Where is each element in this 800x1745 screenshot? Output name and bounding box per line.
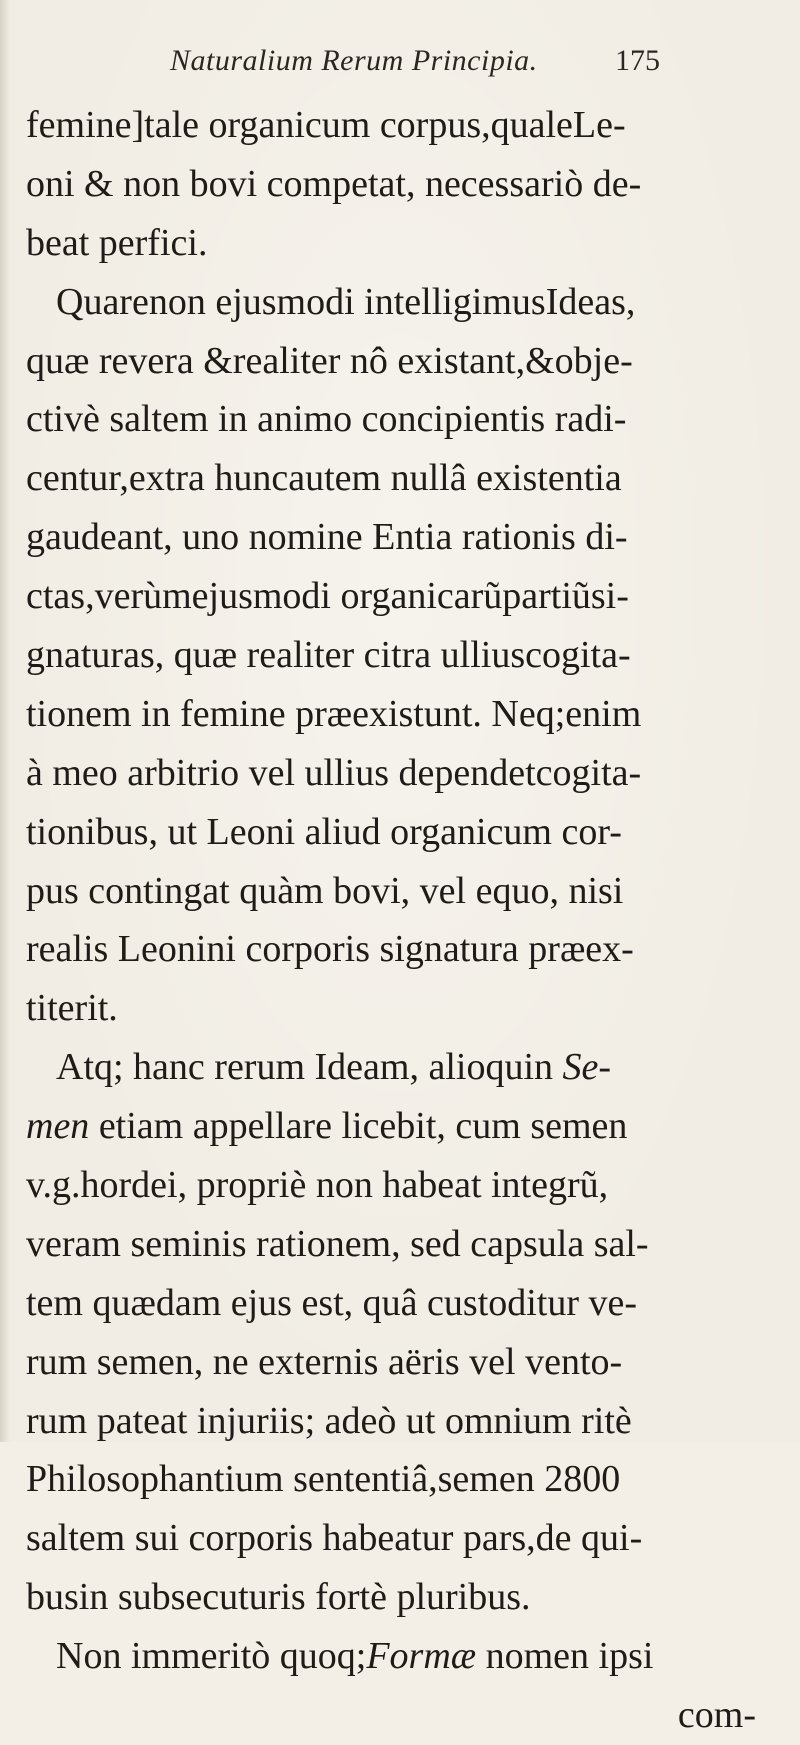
text-line: titerit. [26, 987, 118, 1030]
text-line: Quarenon ejusmodi intelligimusIdeas, [56, 280, 636, 323]
text-line: femine]tale organicum corpus,qualeLe- [26, 104, 626, 146]
text-line: v.g.hordei, propriè non habeat integrũ, [26, 1164, 609, 1207]
catchword: com- [677, 1694, 756, 1737]
text-run: etiam appellare licebit, cum semen [89, 1105, 628, 1148]
text-line: rum pateat injuriis; adeò ut omnium ritè [26, 1399, 632, 1442]
italic-run: men [26, 1105, 90, 1148]
text-line: à meo arbitrio vel ullius dependetcogita- [26, 751, 642, 794]
text-line: Philosophantium sententiâ,semen 2800 [26, 1458, 621, 1501]
italic-run: Formæ [366, 1635, 477, 1678]
text-line [26, 1627, 786, 1686]
text-line: realis Leonini corporis signatura præex- [26, 928, 634, 971]
body-text [26, 96, 786, 1745]
italic-run: Se- [562, 1046, 612, 1089]
text-line: quæ revera &realiter nô existant,&obje- [26, 339, 633, 382]
text-line [26, 1097, 786, 1156]
text-run: Atq; hanc rerum Ideam, alioquin [56, 1046, 563, 1089]
page-number: 175 [615, 44, 660, 77]
text-line: busin subsecuturis fortè pluribus. [26, 1576, 531, 1619]
running-head: Naturalium Rerum Principia. [170, 44, 538, 77]
text-line: tionem in femine præexistunt. Neq;enim [26, 692, 642, 735]
page-gutter-shadow [0, 0, 10, 1442]
text-line: gnaturas, quæ realiter citra ulliuscogita- [26, 634, 631, 677]
text-line: pus contingat quàm bovi, vel equo, nisi [26, 869, 624, 912]
text-line: rum semen, ne externis aëris vel vento- [26, 1340, 623, 1383]
text-line: ctas,verùmejusmodi organicarũpartiũsi- [26, 575, 629, 618]
text-line: tem quædam ejus est, quâ custoditur ve- [26, 1281, 638, 1324]
text-run: Non immeritò quoq; [56, 1635, 367, 1678]
text-line: tionibus, ut Leoni aliud organicum cor- [26, 810, 622, 853]
page-header [170, 44, 770, 84]
text-line [26, 1038, 786, 1097]
text-line: ctivè saltem in animo concipientis radi- [26, 398, 627, 441]
text-line: beat perfici. [26, 221, 208, 264]
text-line: centur,extra huncautem nullâ existentia [26, 457, 622, 500]
text-line: saltem sui corporis habeatur pars,de qui- [26, 1517, 643, 1560]
text-line: oni & non bovi competat, necessariò de- [26, 162, 642, 205]
text-line: gaudeant, uno nomine Entia rationis di- [26, 516, 628, 559]
text-line: veram seminis rationem, sed capsula sal- [26, 1222, 649, 1265]
text-run: nomen ipsi [476, 1635, 654, 1678]
